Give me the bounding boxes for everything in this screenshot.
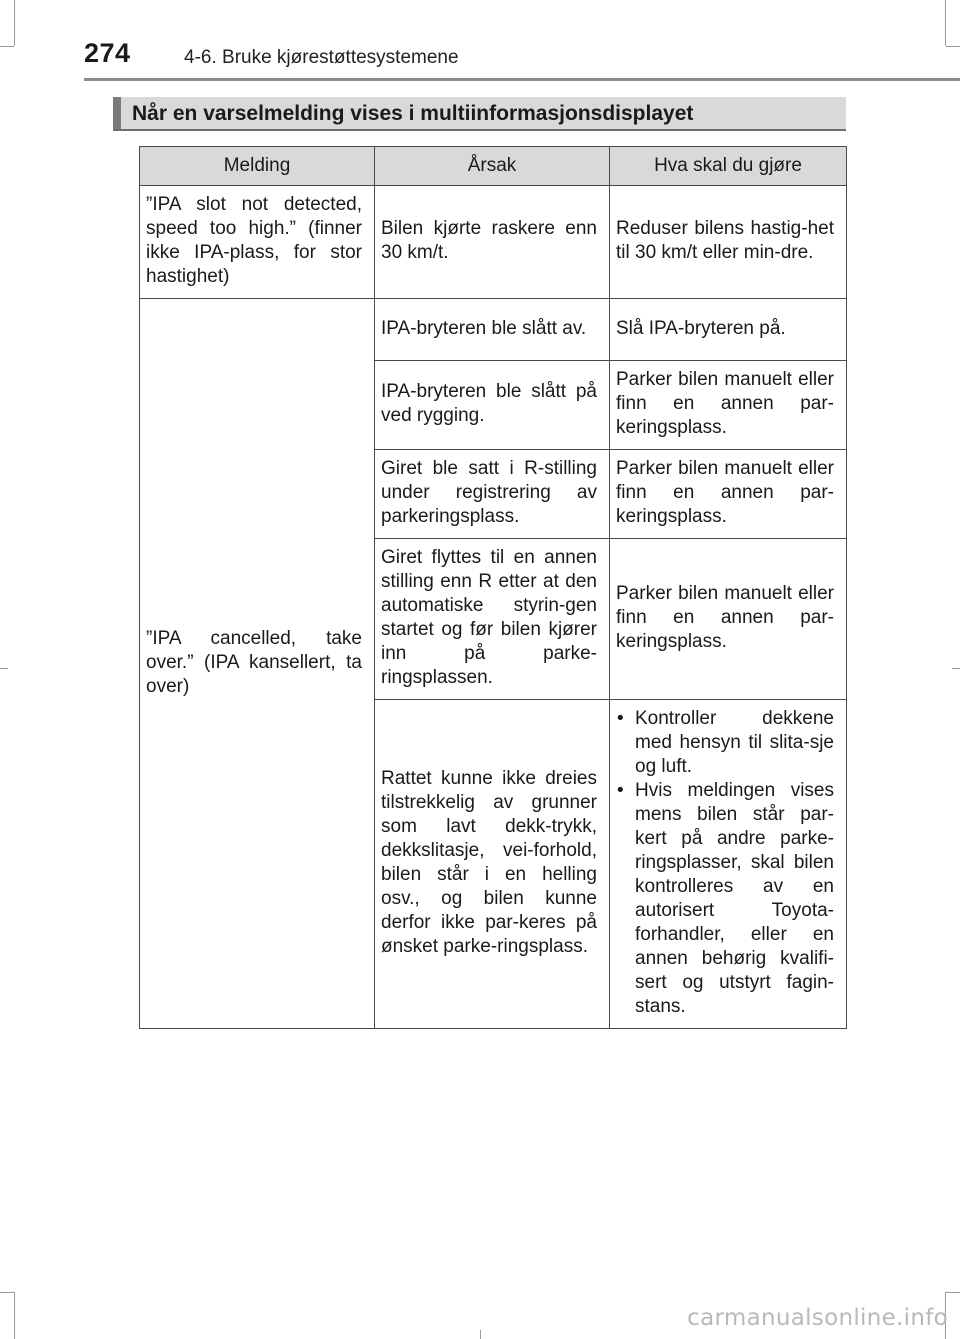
- crop-mark: [946, 46, 960, 47]
- crop-mark: [0, 668, 8, 669]
- crop-mark: [14, 0, 15, 46]
- crop-mark: [480, 1330, 481, 1339]
- page-number: 274: [84, 38, 131, 68]
- section-heading: [113, 97, 846, 131]
- cause-cell: Giret flyttes til en annen stilling enn R etter at den automatiske styrin-gen startet og før bilen kjører inn på parke-ringsplassen.: [375, 539, 610, 700]
- action-cell: Reduser bilens hastig-het til 30 km/t eller min-dre.: [610, 186, 847, 299]
- cause-cell: IPA-bryteren ble slått på ved rygging.: [375, 361, 610, 450]
- column-header-action: Hva skal du gjøre: [610, 147, 847, 186]
- chapter-title: 4-6. Bruke kjørestøttesystemene: [184, 47, 459, 68]
- action-bullet-item: • Hvis meldingen vises mens bilen står par-kert på andre parke-ringsplasser, skal bilen kontrolleres av en autorisert Toyota-forhandler, eller en annen behørig kvalifi-sert og utstyrt fagin-stans.: [616, 779, 834, 1019]
- crop-mark: [0, 46, 14, 47]
- crop-mark: [0, 1292, 14, 1293]
- action-cell: Parker bilen manuelt eller finn en annen par-keringsplass.: [610, 361, 847, 450]
- warning-message-table: [139, 146, 847, 1029]
- section-heading-text: Når en varselmelding vises i multiinformasjonsdisplayet: [132, 102, 694, 125]
- action-cell: Slå IPA-bryteren på.: [610, 299, 847, 361]
- action-bullet-list: [616, 707, 834, 1019]
- column-header-cause: Årsak: [375, 147, 610, 186]
- table-row: [140, 186, 847, 299]
- table-header-row: [140, 147, 847, 186]
- action-bullet-item: • Kontroller dekkene med hensyn til slita-sje og luft.: [616, 707, 834, 779]
- column-header-message: Melding: [140, 147, 375, 186]
- action-cell: Parker bilen manuelt eller finn en annen par-keringsplass.: [610, 539, 847, 700]
- crop-mark: [946, 1292, 960, 1293]
- cause-cell: Giret ble satt i R-stilling under registrering av parkeringsplass.: [375, 450, 610, 539]
- header-rule: [84, 78, 960, 81]
- message-cell: ”IPA slot not detected, speed too high.” (finner ikke IPA-plass, for stor hastighet): [140, 186, 375, 299]
- table-row: [140, 299, 847, 361]
- crop-mark: [945, 0, 946, 46]
- watermark: carmanualsonline.info: [687, 1305, 948, 1331]
- cause-cell: IPA-bryteren ble slått av.: [375, 299, 610, 361]
- crop-mark: [14, 1292, 15, 1339]
- action-cell: Parker bilen manuelt eller finn en annen par-keringsplass.: [610, 450, 847, 539]
- crop-mark: [952, 668, 960, 669]
- message-cell: ”IPA cancelled, take over.” (IPA kansellert, ta over): [140, 299, 375, 1029]
- cause-cell: Bilen kjørte raskere enn 30 km/t.: [375, 186, 610, 299]
- section-heading-bar: [113, 97, 121, 129]
- action-cell: [610, 700, 847, 1029]
- cause-cell: Rattet kunne ikke dreies tilstrekkelig av grunner som lavt dekk-trykk, dekkslitasje, vei-forhold, bilen står i en helling osv., og bilen kunne derfor ikke par-keres på ønsket parke-ringsplass.: [375, 700, 610, 1029]
